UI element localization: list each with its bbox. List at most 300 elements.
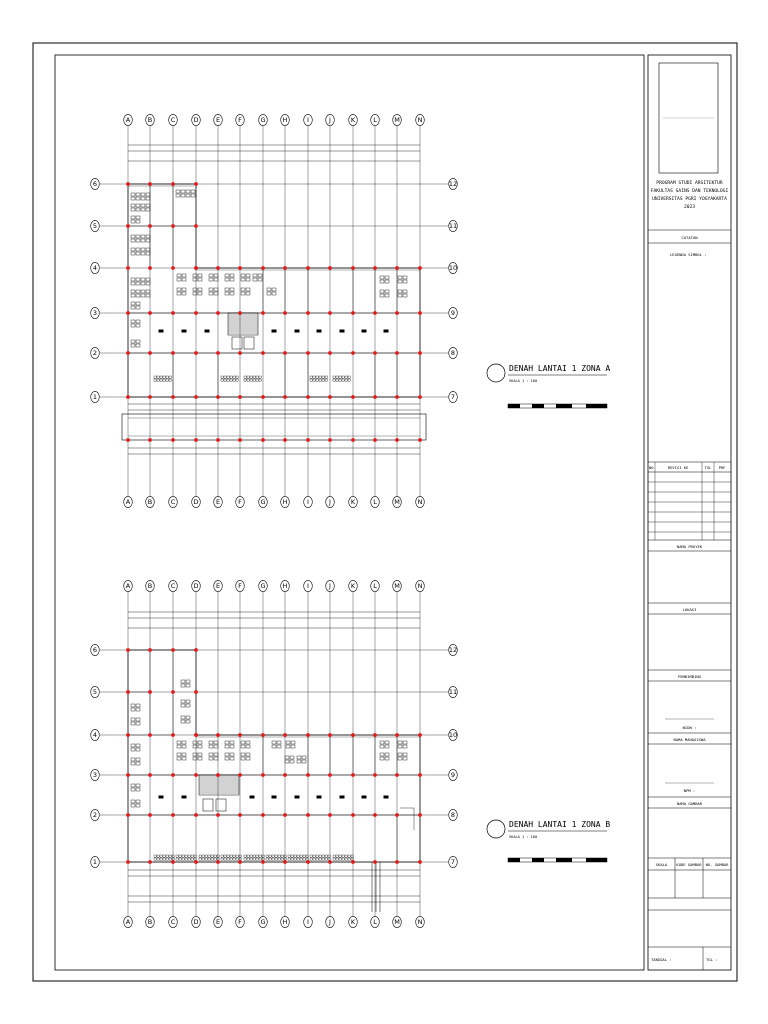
grid-bubble-row-right (449, 729, 458, 740)
grid-bubble-label: 6 (92, 646, 98, 654)
grid-bubble-label: E (215, 116, 221, 124)
structural-column-marker (148, 813, 152, 817)
grid-bubble-row-right (449, 347, 458, 358)
grid-bubble-label: M (394, 918, 400, 926)
grid-bubble-column-C (169, 580, 178, 591)
structural-column-marker (395, 395, 399, 399)
structural-column-marker (306, 395, 310, 399)
structural-column-marker (373, 311, 377, 315)
structural-column-marker (126, 182, 130, 186)
bench-row (333, 855, 353, 860)
grid-bubble-label: F (238, 116, 242, 124)
grid-bubble-column-D (192, 496, 201, 507)
grid-bubble-column-I (304, 496, 313, 507)
furniture-cluster (131, 302, 140, 309)
structural-column-marker (148, 266, 152, 270)
furniture-cluster (380, 290, 389, 297)
structural-column-marker (328, 773, 332, 777)
grid-bubble-label: N (417, 582, 423, 590)
grid-bubble-label: G (260, 582, 266, 590)
structural-column-marker (194, 813, 198, 817)
structural-column-marker (171, 690, 175, 694)
npm-label: NPM : (683, 788, 696, 793)
grid-bubble-row-left (91, 391, 100, 402)
institution-year: 2023 (683, 205, 696, 210)
structural-column-marker (238, 733, 242, 737)
furniture-cluster (177, 288, 186, 295)
grid-bubble-row-left (91, 220, 100, 231)
structural-column-marker (148, 224, 152, 228)
grid-bubble-label: D (193, 918, 199, 926)
grid-bubble-label: B (147, 918, 153, 926)
grid-bubble-label: H (282, 498, 288, 506)
plan-b-title-bubble (487, 820, 505, 838)
structural-column-marker (171, 311, 175, 315)
grid-bubble-label: 1 (92, 858, 98, 866)
structural-column-marker (306, 311, 310, 315)
grid-bubble-label: K (350, 582, 356, 590)
structural-column-marker (418, 813, 422, 817)
structural-column-marker (194, 648, 198, 652)
furniture-cluster (209, 741, 218, 748)
structural-column-marker (261, 813, 265, 817)
column-post (362, 330, 367, 333)
structural-column-marker (351, 351, 355, 355)
structural-column-marker (261, 860, 265, 864)
structural-column-marker (373, 860, 377, 864)
grid-bubble-label: I (307, 116, 309, 124)
structural-column-marker (194, 182, 198, 186)
structural-column-marker (194, 860, 198, 864)
grid-bubble-label: H (282, 582, 288, 590)
structural-column-marker (126, 351, 130, 355)
structural-column-marker (238, 773, 242, 777)
structural-column-marker (351, 860, 355, 864)
plan-a-columns (126, 182, 422, 442)
column-post (250, 796, 255, 799)
structural-column-marker (261, 351, 265, 355)
grid-bubble-label: A (125, 918, 131, 926)
furniture-cluster (225, 274, 234, 281)
furniture-cluster (131, 758, 140, 765)
grid-bubble-column-L (371, 580, 380, 591)
structural-column-marker (306, 438, 310, 442)
grid-bubble-column-L (371, 916, 380, 927)
grid-bubble-label: 2 (92, 811, 98, 819)
structural-column-marker (148, 438, 152, 442)
grid-bubble-label: 7 (450, 393, 456, 401)
grid-bubble-label: E (215, 582, 221, 590)
column-post (362, 796, 367, 799)
structural-column-marker (351, 813, 355, 817)
structural-column-marker (148, 182, 152, 186)
structural-column-marker (306, 860, 310, 864)
furniture-cluster (225, 753, 234, 760)
structural-column-marker (171, 438, 175, 442)
furniture-cluster (177, 274, 186, 281)
grid-bubble-column-I (304, 580, 313, 591)
plan-b-scale-bar (508, 858, 607, 862)
furniture-cluster (241, 288, 250, 295)
grid-bubble-row-right (449, 809, 458, 820)
grid-bubble-column-K (349, 496, 358, 507)
grid-bubble-label: J (329, 582, 331, 590)
structural-column-marker (171, 773, 175, 777)
structural-column-marker (351, 438, 355, 442)
grid-bubble-column-D (192, 916, 201, 927)
grid-bubble-label: 3 (92, 309, 98, 317)
structural-column-marker (194, 311, 198, 315)
grid-bubble-column-E (214, 496, 223, 507)
structural-column-marker (418, 860, 422, 864)
grid-bubble-label: N (417, 116, 423, 124)
grid-bubble-label: I (307, 918, 309, 926)
grid-bubble-row-left (91, 769, 100, 780)
grid-bubble-column-C (169, 114, 178, 125)
structural-column-marker (418, 311, 422, 315)
grid-bubble-label: 6 (92, 180, 98, 188)
grid-bubble-row-left (91, 347, 100, 358)
column-post (384, 330, 389, 333)
institution-line-3: UNIVERSITAS PGRI YOGYAKARTA (652, 197, 727, 202)
furniture-cluster (209, 753, 218, 760)
grid-bubble-column-D (192, 114, 201, 125)
bench-row (333, 376, 350, 381)
grid-bubble-label: H (282, 116, 288, 124)
structural-column-marker (261, 266, 265, 270)
furniture-cluster (141, 235, 150, 242)
structural-column-marker (148, 773, 152, 777)
furniture-cluster (398, 290, 407, 297)
grid-bubble-column-E (214, 580, 223, 591)
grid-bubble-column-N (416, 916, 425, 927)
furniture-cluster (131, 193, 140, 200)
furniture-cluster (297, 756, 306, 763)
plan-a-walls (122, 145, 426, 454)
structural-column-marker (261, 395, 265, 399)
grid-bubble-column-B (146, 580, 155, 591)
column-post (384, 796, 389, 799)
plan-a-scale-bar (508, 404, 607, 408)
furniture-cluster (241, 753, 250, 760)
grid-bubble-column-F (236, 114, 245, 125)
grid-bubble-column-M (393, 580, 402, 591)
grid-bubble-column-B (146, 114, 155, 125)
structural-column-marker (148, 860, 152, 864)
grid-bubble-column-G (259, 496, 268, 507)
structural-column-marker (216, 860, 220, 864)
structural-column-marker (126, 266, 130, 270)
structural-column-marker (418, 773, 422, 777)
furniture-cluster (131, 784, 140, 791)
furniture-cluster (380, 276, 389, 283)
grid-bubble-column-J (326, 916, 335, 927)
structural-column-marker (238, 266, 242, 270)
structural-column-marker (148, 311, 152, 315)
grid-bubble-label: N (417, 498, 423, 506)
grid-bubble-column-A (124, 580, 133, 591)
grid-bubble-label: K (350, 498, 356, 506)
structural-column-marker (373, 438, 377, 442)
nama-mahasiswa-label: NAMA MAHASISWA (673, 737, 706, 742)
furniture-cluster (209, 288, 218, 295)
grid-bubble-label: C (170, 918, 176, 926)
grid-bubble-label: I (307, 498, 309, 506)
grid-bubble-label: M (394, 582, 400, 590)
grid-bubble-column-B (146, 496, 155, 507)
structural-column-marker (351, 311, 355, 315)
no-gambar-label: NO. GAMBAR (705, 862, 729, 867)
plan-b-walls (128, 612, 420, 912)
structural-column-marker (328, 860, 332, 864)
title-block (648, 63, 731, 970)
grid-bubble-label: 11 (448, 222, 458, 230)
structural-column-marker (283, 266, 287, 270)
column-post (272, 796, 277, 799)
kode-gambar-label: KODE GAMBAR (676, 862, 702, 867)
grid-bubble-label: 10 (448, 264, 458, 272)
grid-bubble-row-left (91, 307, 100, 318)
grid-bubble-row-right (449, 769, 458, 780)
structural-column-marker (148, 733, 152, 737)
furniture-cluster (193, 753, 202, 760)
grid-bubble-column-A (124, 916, 133, 927)
structural-column-marker (283, 860, 287, 864)
furniture-cluster (141, 248, 150, 255)
grid-bubble-row-right (449, 220, 458, 231)
plan-b-columns (126, 648, 422, 864)
furniture-cluster (131, 744, 140, 751)
structural-column-marker (306, 773, 310, 777)
furniture-cluster (131, 320, 140, 327)
furniture-cluster (398, 753, 407, 760)
structural-column-marker (395, 733, 399, 737)
structural-column-marker (148, 351, 152, 355)
structural-column-marker (171, 351, 175, 355)
tgl-label: TGL : (706, 957, 718, 962)
column-post (182, 330, 187, 333)
structural-column-marker (126, 773, 130, 777)
furniture-cluster (253, 274, 262, 281)
grid-bubble-label: 9 (450, 309, 456, 317)
structural-column-marker (171, 224, 175, 228)
grid-bubble-column-C (169, 916, 178, 927)
furniture-cluster (398, 276, 407, 283)
grid-bubble-label: B (147, 498, 153, 506)
revisi-table (648, 462, 731, 540)
grid-bubble-column-H (281, 496, 290, 507)
grid-bubble-column-K (349, 114, 358, 125)
furniture-cluster (131, 278, 140, 285)
structural-column-marker (351, 395, 355, 399)
structural-column-marker (261, 438, 265, 442)
tanggal-label: TANGGAL : (651, 957, 672, 962)
structural-column-marker (216, 266, 220, 270)
plan-a-title: DENAH LANTAI 1 ZONA A (509, 364, 611, 373)
furniture-cluster (380, 753, 389, 760)
furniture-cluster (141, 290, 150, 297)
furniture-cluster (193, 741, 202, 748)
grid-bubble-label: N (417, 918, 423, 926)
grid-bubble-column-E (214, 916, 223, 927)
structural-column-marker (216, 395, 220, 399)
structural-column-marker (328, 438, 332, 442)
structural-column-marker (373, 351, 377, 355)
furniture-cluster (241, 274, 250, 281)
grid-bubble-column-M (393, 496, 402, 507)
grid-bubble-column-N (416, 496, 425, 507)
grid-bubble-label: 4 (92, 264, 98, 272)
structural-column-marker (148, 690, 152, 694)
grid-bubble-column-L (371, 496, 380, 507)
structural-column-marker (171, 266, 175, 270)
structural-column-marker (395, 813, 399, 817)
furniture-cluster (141, 278, 150, 285)
grid-bubble-label: 2 (92, 349, 98, 357)
structural-column-marker (283, 351, 287, 355)
furniture-cluster (131, 204, 140, 211)
revisi-header-revisi: REVISI KE (667, 465, 689, 470)
revisi-header-no: NO (649, 465, 654, 470)
grid-bubble-label: L (373, 498, 377, 506)
furniture-cluster (380, 741, 389, 748)
structural-column-marker (418, 438, 422, 442)
grid-bubble-label: 5 (92, 688, 98, 696)
structural-column-marker (283, 733, 287, 737)
grid-bubble-column-H (281, 916, 290, 927)
plan-b-gridlines (100, 592, 448, 916)
structural-column-marker (216, 733, 220, 737)
furniture-cluster (398, 741, 407, 748)
structural-column-marker (351, 733, 355, 737)
furniture-cluster (241, 741, 250, 748)
grid-bubble-row-right (449, 178, 458, 189)
grid-bubble-column-G (259, 114, 268, 125)
grid-bubble-column-H (281, 114, 290, 125)
structural-column-marker (283, 438, 287, 442)
grid-bubble-label: H (282, 918, 288, 926)
column-post (272, 330, 277, 333)
plan-a-title-bubble (487, 364, 505, 382)
furniture-cluster (176, 190, 185, 197)
furniture-cluster (131, 800, 140, 807)
grid-bubble-label: 5 (92, 222, 98, 230)
structural-column-marker (373, 395, 377, 399)
grid-bubble-label: 4 (92, 731, 98, 739)
grid-bubble-column-E (214, 114, 223, 125)
pembimbing-label: PEMBIMBING (678, 674, 701, 679)
structural-column-marker (238, 311, 242, 315)
structural-column-marker (418, 395, 422, 399)
grid-bubble-row-right (449, 391, 458, 402)
grid-bubble-label: M (394, 116, 400, 124)
grid-bubble-label: I (307, 582, 309, 590)
grid-bubble-column-N (416, 114, 425, 125)
structural-column-marker (238, 438, 242, 442)
grid-bubble-label: L (373, 918, 377, 926)
structural-column-marker (171, 395, 175, 399)
plan-b-title-block (487, 820, 610, 862)
structural-column-marker (395, 266, 399, 270)
grid-bubble-label: J (329, 918, 331, 926)
grid-bubble-label: 12 (448, 180, 458, 188)
grid-bubble-column-L (371, 114, 380, 125)
structural-column-marker (148, 648, 152, 652)
nama-gambar-label: NAMA GAMBAR (676, 801, 703, 806)
plan-a-grid-bubbles (91, 114, 458, 507)
structural-column-marker (171, 182, 175, 186)
grid-bubble-column-I (304, 114, 313, 125)
grid-bubble-label: 3 (92, 771, 98, 779)
structural-column-marker (395, 860, 399, 864)
furniture-cluster (285, 756, 294, 763)
furniture-cluster (131, 216, 140, 223)
furniture-cluster (186, 190, 195, 197)
grid-bubble-column-M (393, 916, 402, 927)
structural-column-marker (171, 860, 175, 864)
grid-bubble-label: F (238, 918, 242, 926)
structural-column-marker (238, 813, 242, 817)
furniture-cluster (286, 741, 295, 748)
grid-bubble-column-F (236, 580, 245, 591)
plan-b-grid-bubbles (91, 580, 458, 927)
furniture-cluster (267, 288, 276, 295)
grid-bubble-column-D (192, 580, 201, 591)
structural-column-marker (373, 733, 377, 737)
grid-bubble-column-H (281, 580, 290, 591)
furniture-cluster (193, 288, 202, 295)
grid-bubble-label: L (373, 582, 377, 590)
structural-column-marker (418, 351, 422, 355)
bench-row (221, 376, 238, 381)
grid-bubble-row-left (91, 686, 100, 697)
grid-bubble-column-G (259, 580, 268, 591)
grid-bubble-label: G (260, 498, 266, 506)
furniture-cluster (177, 753, 186, 760)
structural-column-marker (126, 648, 130, 652)
bench-row (176, 855, 196, 860)
structural-column-marker (126, 395, 130, 399)
grid-bubble-label: D (193, 582, 199, 590)
grid-bubble-column-F (236, 916, 245, 927)
structural-column-marker (283, 773, 287, 777)
grid-bubble-column-K (349, 916, 358, 927)
grid-bubble-label: B (147, 582, 153, 590)
floor-plan-zona-b (91, 580, 458, 927)
grid-bubble-label: 7 (450, 858, 456, 866)
grid-bubble-row-left (91, 178, 100, 189)
plan-b-scale-label: SKALA 1 : 100 (509, 835, 538, 839)
structural-column-marker (171, 813, 175, 817)
structural-column-marker (194, 438, 198, 442)
grid-bubble-label: G (260, 918, 266, 926)
bench-row (221, 855, 241, 860)
furniture-cluster (131, 718, 140, 725)
grid-bubble-label: 1 (92, 393, 98, 401)
floor-plan-zona-a (91, 114, 458, 507)
furniture-cluster (177, 741, 186, 748)
grid-bubble-row-right (449, 686, 458, 697)
grid-bubble-label: A (125, 116, 131, 124)
column-post (205, 330, 210, 333)
structural-column-marker (194, 733, 198, 737)
revisi-header-prf: PRF (718, 465, 726, 470)
structural-column-marker (373, 773, 377, 777)
grid-bubble-column-A (124, 114, 133, 125)
structural-column-marker (238, 351, 242, 355)
structural-column-marker (171, 648, 175, 652)
grid-bubble-column-J (326, 496, 335, 507)
